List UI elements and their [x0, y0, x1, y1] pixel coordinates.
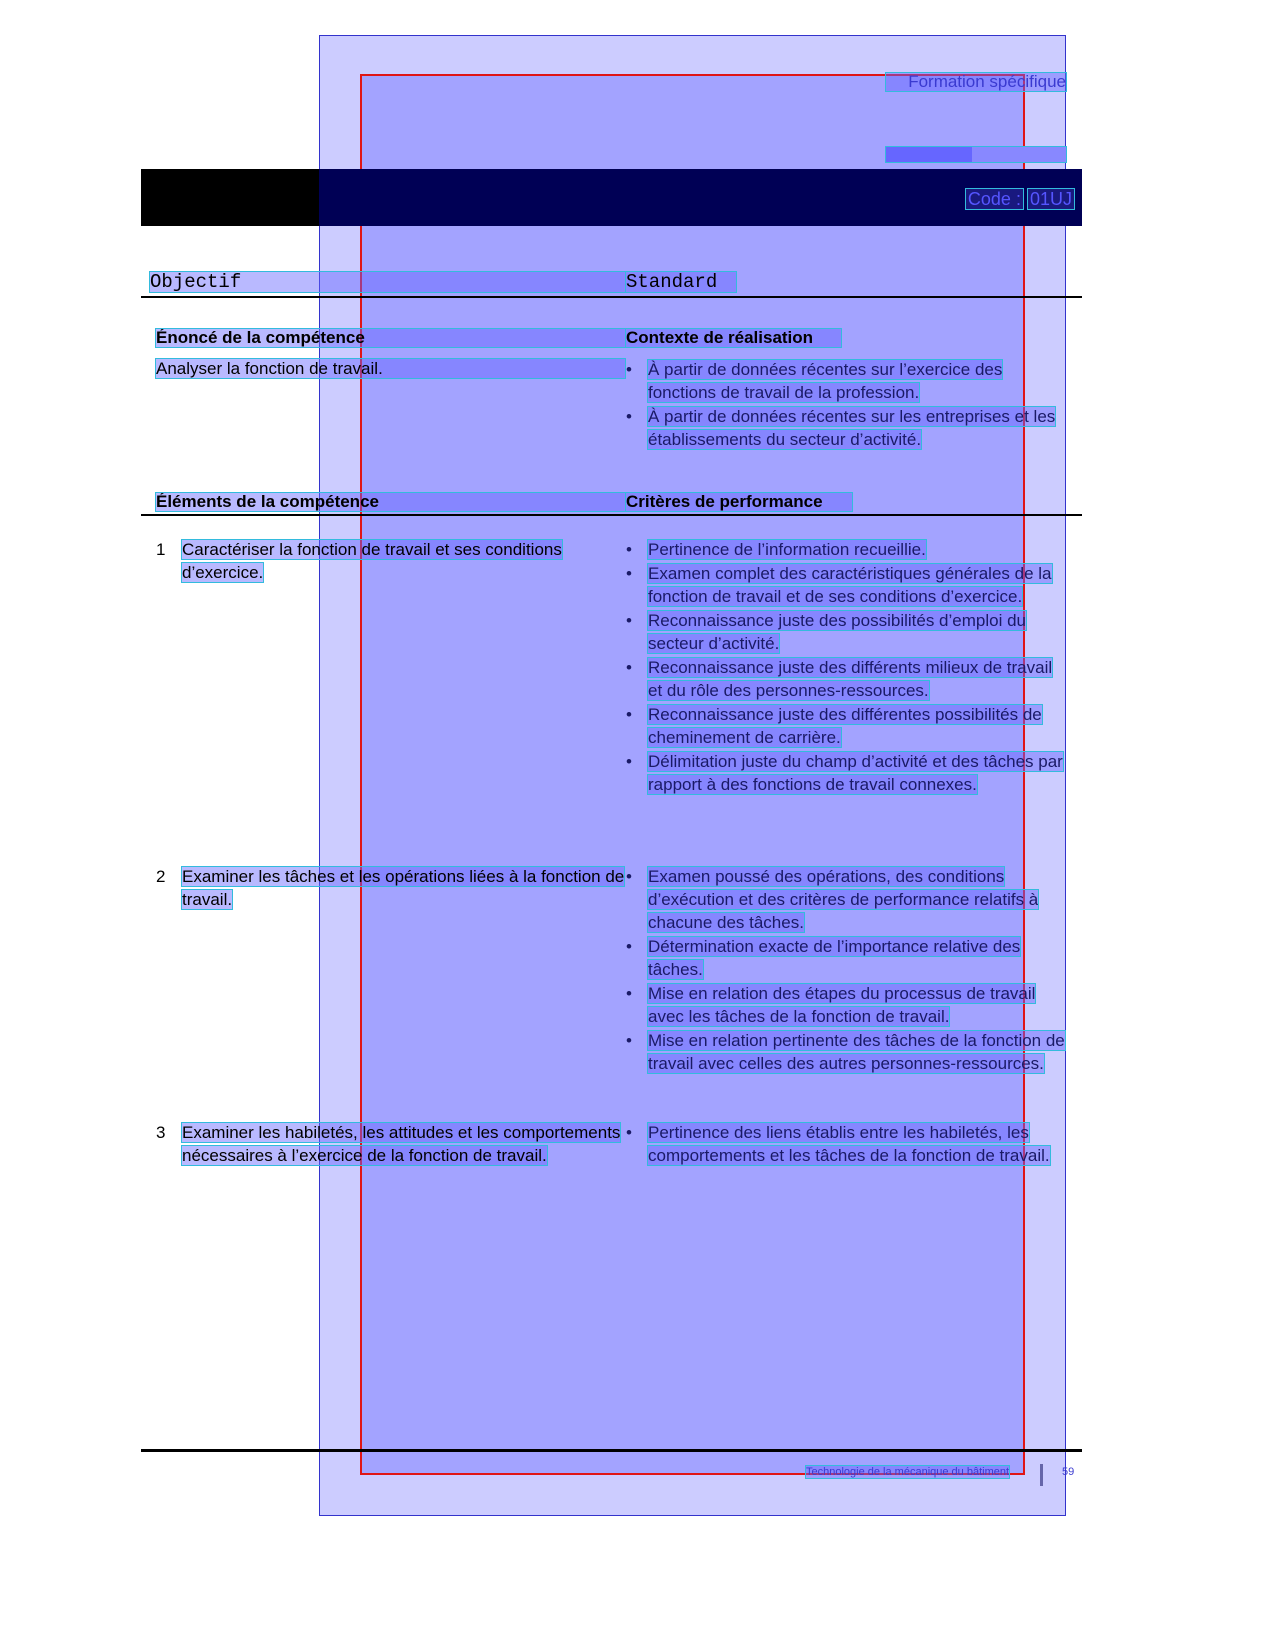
code-label: Code :	[967, 189, 1021, 209]
competence-heading: Énoncé de la compétence	[156, 329, 625, 347]
criterion-item	[626, 562, 1066, 608]
element-number: 3	[156, 1123, 166, 1142]
bullet-icon: •	[626, 611, 632, 630]
criterion-item	[626, 656, 1066, 702]
standard-column-title: Standard	[626, 272, 736, 292]
bullet-icon: •	[626, 937, 632, 956]
element-text: Examiner les tâches et les opérations liées à la fonction de travail.	[182, 867, 625, 909]
criteria-list-2	[626, 865, 1066, 1076]
criterion-item-text: Détermination exacte de l’importance relative des tâches.	[648, 937, 1021, 979]
criteria-list-1	[626, 538, 1066, 797]
bullet-icon: •	[626, 407, 632, 426]
banner-left-block	[141, 169, 319, 226]
criterion-item	[626, 703, 1066, 749]
criterion-item-text: Pertinence des liens établis entre les habiletés, les comportements et les tâches de la fonction de travail.	[648, 1123, 1050, 1165]
context-heading: Contexte de réalisation	[626, 329, 841, 347]
bullet-icon: •	[626, 705, 632, 724]
competence-statement: Analyser la fonction de travail.	[156, 359, 625, 378]
context-item	[626, 358, 1066, 404]
program-name: Technologie de la mécanique du bâtiment	[806, 1466, 1010, 1478]
criterion-item-text: Mise en relation des étapes du processus de travail avec les tâches de la fonction de travail.	[648, 984, 1036, 1026]
criterion-item-text: Examen poussé des opérations, des conditions d’exécution et des critères de performance relatifs à chacune des tâches.	[648, 867, 1039, 932]
criterion-item-text: Mise en relation pertinente des tâches de la fonction de travail avec celles des autres personnes-ressources.	[648, 1031, 1065, 1073]
footer-rule	[141, 1449, 1082, 1452]
criterion-item-text: Reconnaissance juste des différentes possibilités de cheminement de carrière.	[648, 705, 1042, 747]
criterion-item-text: Pertinence de l’information recueillie.	[648, 540, 926, 559]
bullet-icon: •	[626, 984, 632, 1003]
page-number: 59	[1062, 1466, 1075, 1478]
criterion-item-text: Délimitation juste du champ d’activité et des tâches par rapport à des fonctions de travail connexes.	[648, 752, 1063, 794]
element-2	[156, 865, 626, 911]
elements-heading: Éléments de la compétence	[156, 493, 625, 511]
progress-bar	[886, 147, 1066, 162]
criterion-item	[626, 538, 1066, 561]
criterion-item-text: Reconnaissance juste des possibilités d’emploi du secteur d’activité.	[648, 611, 1026, 653]
criteria-heading: Critères de performance	[626, 493, 852, 511]
element-text: Caractériser la fonction de travail et ses conditions d’exercice.	[182, 540, 562, 582]
criterion-item-text: Reconnaissance juste des différents milieux de travail et du rôle des personnes-ressources.	[648, 658, 1053, 700]
bullet-icon: •	[626, 1123, 632, 1142]
element-text: Examiner les habiletés, les attitudes et les comportements nécessaires à l’exercice de la fonction de travail.	[182, 1123, 621, 1165]
criterion-item	[626, 1029, 1066, 1075]
element-number: 1	[156, 540, 166, 559]
bullet-icon: •	[626, 360, 632, 379]
bullet-icon: •	[626, 867, 632, 886]
criterion-item	[626, 750, 1066, 796]
section-label: Formation spécifique	[886, 73, 1066, 91]
bullet-icon: •	[626, 564, 632, 583]
footer-separator	[1040, 1464, 1043, 1486]
criteria-list-3	[626, 1121, 1066, 1168]
context-item-text: À partir de données récentes sur l’exercice des fonctions de travail de la profession.	[648, 360, 1003, 402]
code-value: 01UJ	[1029, 189, 1072, 209]
objective-column-title: Objectif	[150, 272, 625, 292]
title-banner	[141, 169, 1082, 226]
context-list	[626, 358, 1066, 452]
elements-rule	[141, 514, 1082, 516]
criterion-item	[626, 865, 1066, 934]
criterion-item	[626, 609, 1066, 655]
context-item-text: À partir de données récentes sur les entreprises et les établissements du secteur d’activité.	[648, 407, 1056, 449]
bullet-icon: •	[626, 658, 632, 677]
bullet-icon: •	[626, 752, 632, 771]
element-1	[156, 538, 626, 584]
bullet-icon: •	[626, 540, 632, 559]
criterion-item-text: Examen complet des caractéristiques générales de la fonction de travail et de ses conditions d’exercice.	[648, 564, 1052, 606]
context-item	[626, 405, 1066, 451]
criterion-item	[626, 935, 1066, 981]
header-rule	[141, 296, 1082, 298]
criterion-item	[626, 1121, 1066, 1167]
progress-fill	[886, 147, 972, 162]
bullet-icon: •	[626, 1031, 632, 1050]
element-number: 2	[156, 867, 166, 886]
course-code	[966, 189, 1074, 210]
element-3	[156, 1121, 626, 1167]
criterion-item	[626, 982, 1066, 1028]
